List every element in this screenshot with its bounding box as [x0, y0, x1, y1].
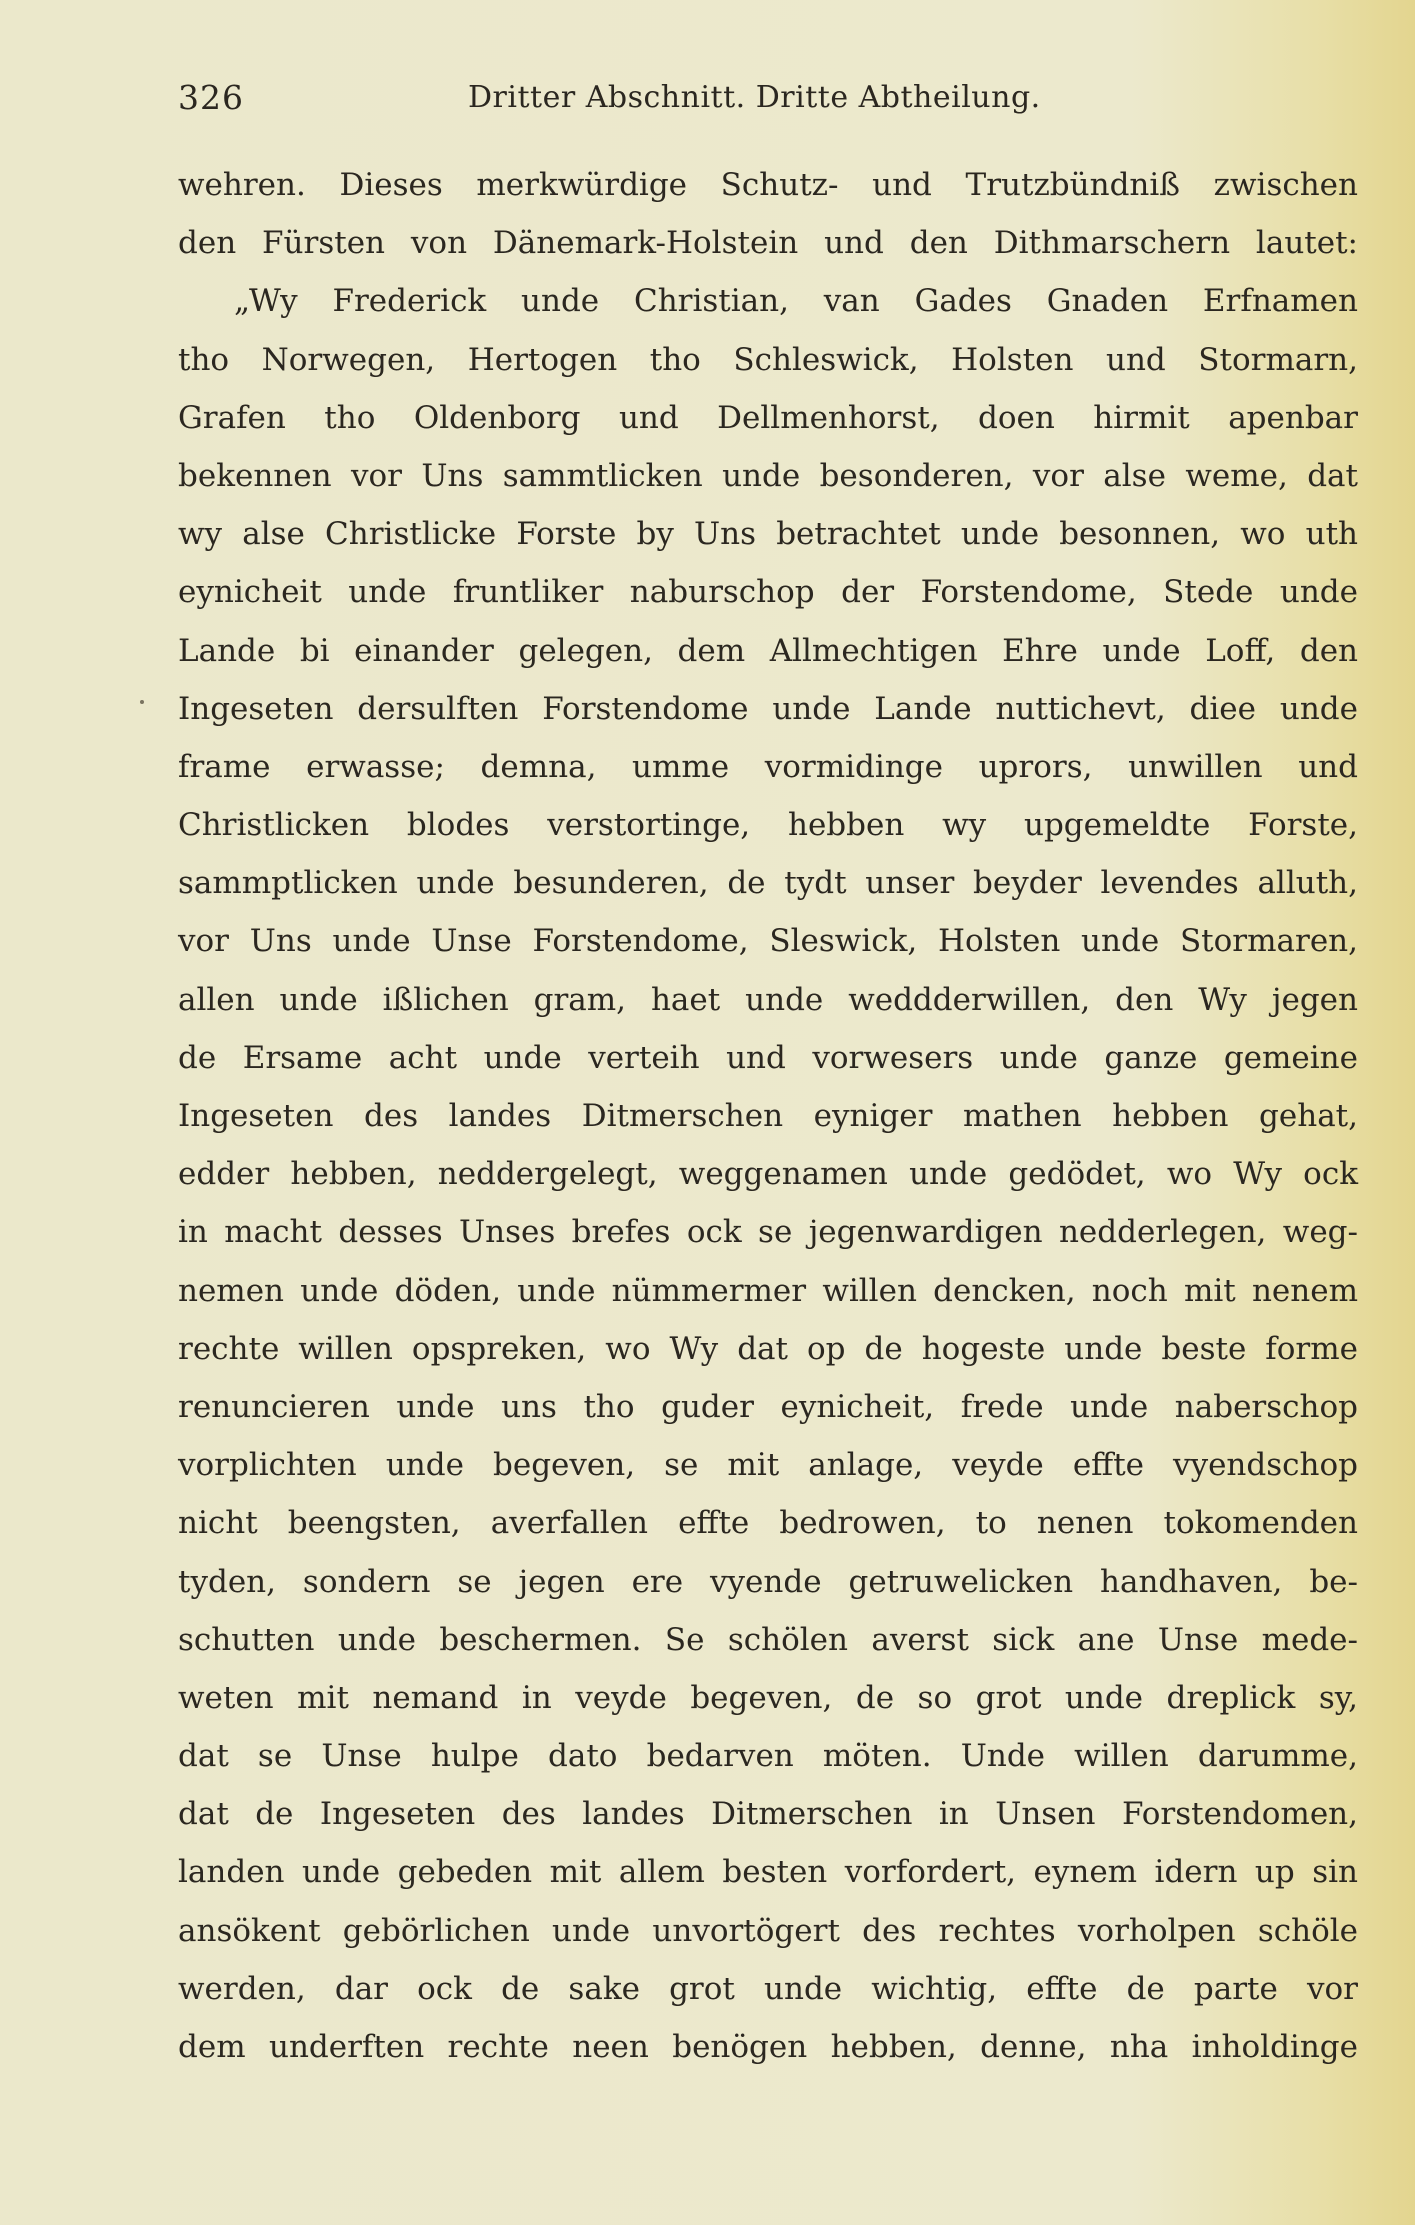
- text-line: vor Uns unde Unse Forstendome, Sleswick, Holsten unde Stormaren,: [178, 923, 1358, 960]
- text-line: wehren. Dieses merkwürdige Schutz- und Trutzbündniß zwischen: [178, 167, 1358, 203]
- body-text: [178, 156, 1358, 2076]
- page-number: 326: [178, 78, 244, 117]
- text-line: Ingeseten dersulften Forstendome unde Lande nuttichevt, diee unde: [178, 690, 1358, 727]
- text-line: bekennen vor Uns sammtlicken unde besonderen, vor alse weme, dat: [178, 457, 1358, 494]
- text-line: nemen unde döden, unde nümmermer willen dencken, noch mit nenem: [178, 1272, 1358, 1309]
- text-line: Grafen tho Oldenborg und Dellmenhorst, doen hirmit apenbar: [178, 399, 1358, 436]
- text-line: „Wy Frederick unde Christian, van Gades Gnaden Erfnamen: [234, 283, 1358, 320]
- text-line: sammptlicken unde besunderen, de tydt unser beyder levendes alluth,: [178, 865, 1358, 902]
- text-line: vorplichten unde begeven, se mit anlage, veyde effte vyendschop: [178, 1447, 1358, 1484]
- text-line: tyden, sondern se jegen ere vyende getruwelicken handhaven, be-: [178, 1563, 1358, 1600]
- text-line: renuncieren unde uns tho guder eynicheit, frede unde naberschop: [178, 1388, 1358, 1425]
- text-line: dem underften rechte neen benögen hebben, denne, nha inholdinge: [178, 2029, 1358, 2065]
- text-line: werden, dar ock de sake grot unde wichtig, effte de parte vor: [178, 1970, 1358, 2007]
- running-head: Dritter Abschnitt. Dritte Abtheilung.: [468, 80, 1041, 115]
- text-line: nicht beengsten, averfallen effte bedrowen, to nenen tokomenden: [178, 1505, 1358, 1542]
- text-line: Ingeseten des landes Ditmerschen eyniger mathen hebben gehat,: [178, 1098, 1358, 1134]
- text-line: eynicheit unde fruntliker naburschop der Forstendome, Stede unde: [178, 574, 1358, 611]
- page-header: [178, 78, 1338, 128]
- text-line: Christlicken blodes verstortinge, hebben wy upgemeldte Forste,: [178, 807, 1358, 844]
- text-line: schutten unde beschermen. Se schölen averst sick ane Unse mede-: [178, 1621, 1358, 1658]
- text-line: den Fürsten von Dänemark-Holstein und den Dithmarschern lautet:: [178, 225, 1358, 262]
- margin-mark: [140, 700, 144, 704]
- text-line: landen unde gebeden mit allem besten vorfordert, eynem idern up sin: [178, 1854, 1358, 1891]
- text-line: allen unde ißlichen gram, haet unde weddderwillen, den Wy jegen: [178, 981, 1358, 1018]
- text-line: edder hebben, neddergelegt, weggenamen unde gedödet, wo Wy ock: [178, 1156, 1358, 1193]
- text-line: dat de Ingeseten des landes Ditmerschen in Unsen Forstendomen,: [178, 1796, 1358, 1833]
- text-line: wy alse Christlicke Forste by Uns betrachtet unde besonnen, wo uth: [178, 516, 1358, 553]
- text-line: tho Norwegen, Hertogen tho Schleswick, Holsten und Stormarn,: [178, 341, 1358, 378]
- text-line: weten mit nemand in veyde begeven, de so grot unde dreplick sy,: [178, 1679, 1358, 1716]
- text-line: in macht desses Unses brefes ock se jegenwardigen nedderlegen, weg-: [178, 1214, 1358, 1251]
- text-line: de Ersame acht unde verteih und vorwesers unde ganze gemeine: [178, 1039, 1358, 1076]
- text-line: frame erwasse; demna, umme vormidinge uprors, unwillen und: [178, 748, 1358, 785]
- text-line: rechte willen opspreken, wo Wy dat op de hogeste unde beste forme: [178, 1330, 1358, 1367]
- text-line: Lande bi einander gelegen, dem Allmechtigen Ehre unde Loff, den: [178, 632, 1358, 669]
- text-line: ansökent gebörlichen unde unvortögert des rechtes vorholpen schöle: [178, 1912, 1358, 1949]
- text-line: dat se Unse hulpe dato bedarven möten. Unde willen darumme,: [178, 1738, 1358, 1775]
